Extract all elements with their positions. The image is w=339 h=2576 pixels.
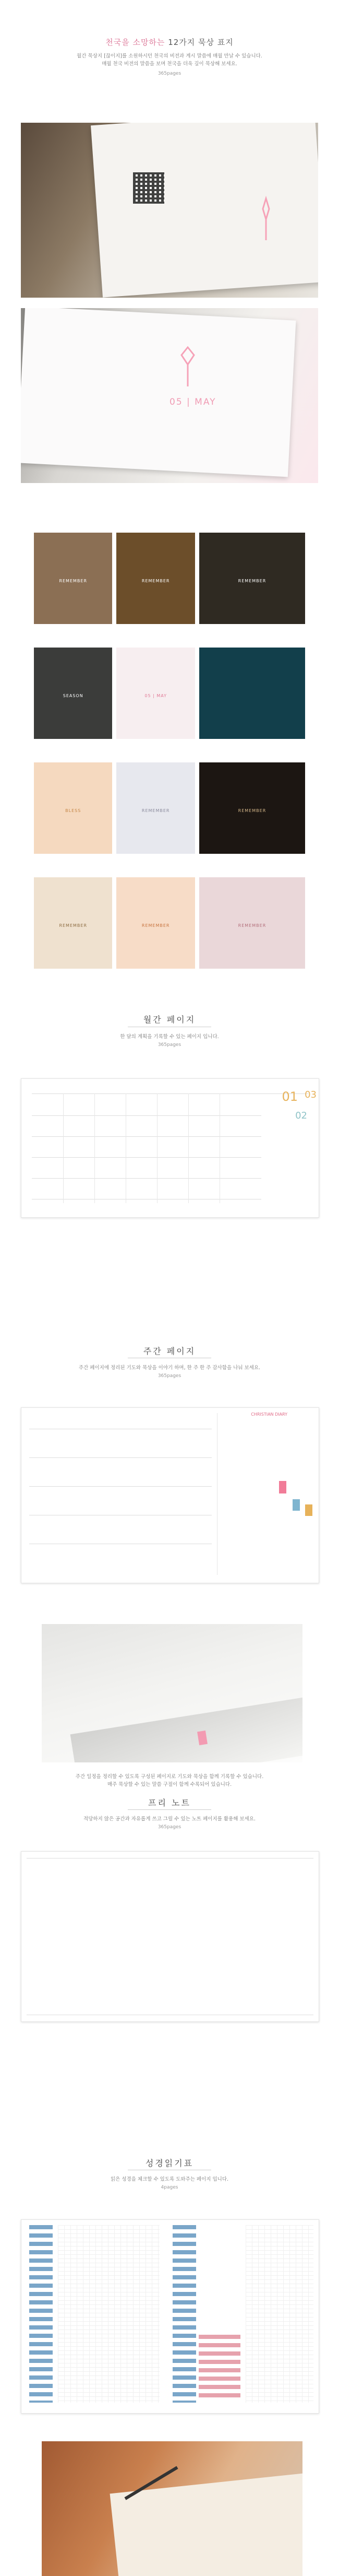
monthly-subtext: 365pages (158, 1042, 181, 1048)
cover-label: REMEMBER (238, 923, 267, 928)
paper-fold (70, 1692, 302, 1762)
reading-grid-right (246, 2225, 313, 2403)
cover-label: REMEMBER (141, 923, 170, 928)
cover-tile (199, 648, 305, 739)
monthly-section-title: 월간 페이지 (143, 1015, 196, 1025)
cover-tile (116, 533, 195, 624)
calendar-column (188, 1093, 189, 1203)
weekly-description: 주간 페이지에 정리된 기도와 묵상을 이야기 하며, 한 주 한 주 감사함을 나눠 보세요. (78, 1365, 261, 1371)
bible-description: 읽은 성경을 체크할 수 있도록 도와주는 페이지 입니다. (110, 2177, 229, 2182)
weekly-line (29, 1486, 212, 1487)
cover-photo-qr (21, 123, 318, 298)
divider (128, 1809, 211, 1810)
title-accent: 천국을 소망하는 (105, 38, 165, 47)
pen-icon (120, 2462, 183, 2504)
covers-subtext: 365pages (158, 71, 181, 76)
covers-desc-line-1: 월간 묵상지 [끊이지]를 소원하시던 천국의 비전과 계시 말씀에 매월 만날 수 있습니다. (77, 53, 262, 59)
free-note-subtext: 365pages (158, 1825, 181, 1830)
calendar-line (32, 1157, 261, 1158)
calendar-line (32, 1115, 261, 1116)
cover-photo-may (21, 308, 318, 483)
weekly-caption (0, 1773, 339, 1789)
cover-tile (116, 762, 195, 854)
cross-ribbon-icon (172, 345, 203, 392)
bible-reading-chart (21, 2219, 319, 2414)
monthly-description: 한 달의 계획을 기록할 수 있는 페이지 입니다. (120, 1034, 219, 1040)
cover-grid-row-2 (34, 648, 305, 739)
book-list-right (173, 2225, 196, 2403)
diary-cover (91, 123, 318, 298)
weekly-page (21, 1407, 319, 1583)
cover-tile (199, 533, 305, 624)
cover-grid-row-1 (34, 533, 305, 624)
cover-label: REMEMBER (59, 579, 88, 583)
cross-key-icon (250, 196, 282, 243)
calendar-column (94, 1093, 95, 1203)
bible-subtext: 4pages (161, 2185, 178, 2190)
weekly-caption-line-2: 매주 묵상할 수 있는 말씀 구절이 함께 수록되어 있습니다. (107, 1782, 232, 1787)
weekly-tab-blue (293, 1499, 300, 1511)
calendar-line (32, 1136, 261, 1137)
cover-tile (34, 533, 112, 624)
cover-tile (199, 762, 305, 854)
weekly-section-title: 주간 페이지 (143, 1346, 196, 1356)
monthly-calendar-page (21, 1078, 319, 1218)
cover-tile (116, 648, 195, 739)
weekly-page-photo (42, 1624, 302, 1762)
book-list-highlight (199, 2335, 240, 2397)
cover-label: REMEMBER (141, 808, 170, 813)
weekly-caption-line-1: 주간 일정을 정리할 수 있도록 구성된 페이지로 기도와 묵상을 함께 기록할 수 있습니다. (75, 1774, 264, 1780)
book-list-left (29, 2225, 53, 2403)
free-note-description: 적당하지 않은 공간과 자유롭게 쓰고 그릴 수 있는 노트 페이지를 활용해 보세요. (83, 1816, 256, 1822)
free-note-section-title: 프리 노트 (148, 1798, 191, 1808)
free-note-page (21, 1851, 319, 2022)
free-note-line (27, 1858, 313, 1859)
cover-grid-row-4 (34, 877, 305, 969)
covers-description (0, 52, 339, 68)
cover-label: REMEMBER (141, 579, 170, 583)
cover-tile (34, 877, 112, 969)
cover-tile (199, 877, 305, 969)
cover-label: BLESS (65, 808, 81, 813)
cover-grid-row-3 (34, 762, 305, 854)
diary-cover-white (21, 308, 296, 477)
month-number: 01 (282, 1089, 298, 1104)
calendar-column (63, 1093, 64, 1203)
cover-label: REMEMBER (59, 923, 88, 928)
qr-code-icon (133, 172, 164, 204)
cover-tile (34, 762, 112, 854)
weekly-tab-orange (305, 1504, 312, 1516)
weekly-header: CHRISTIAN DIARY (251, 1412, 287, 1417)
calendar-column (157, 1093, 158, 1203)
bible-section-title: 성경읽기표 (145, 2158, 194, 2168)
month-tab-02: 02 (295, 1110, 307, 1121)
cover-label: REMEMBER (238, 579, 267, 583)
bible-chart-photo (42, 2441, 302, 2576)
covers-desc-line-2: 매월 천국 비전의 말씀을 보며 천국을 더욱 깊이 묵상해 보세요. (102, 61, 237, 67)
cover-label: REMEMBER (238, 808, 267, 813)
title-rest: 12가지 묵상 표지 (165, 38, 234, 47)
cover-tile (116, 877, 195, 969)
cover-tile (34, 648, 112, 739)
may-label: 05 | MAY (170, 397, 216, 407)
calendar-line (32, 1093, 308, 1094)
weekly-line (29, 1457, 212, 1458)
weekly-tab-pink (279, 1481, 286, 1493)
month-tab-03: 03 (305, 1089, 317, 1100)
calendar-line (32, 1178, 261, 1179)
cover-label: 05 | MAY (144, 693, 167, 698)
weekly-subtext: 365pages (158, 1373, 181, 1379)
cover-label: SEASON (63, 693, 83, 698)
reading-grid-left (58, 2225, 160, 2403)
covers-section-title (0, 37, 339, 48)
